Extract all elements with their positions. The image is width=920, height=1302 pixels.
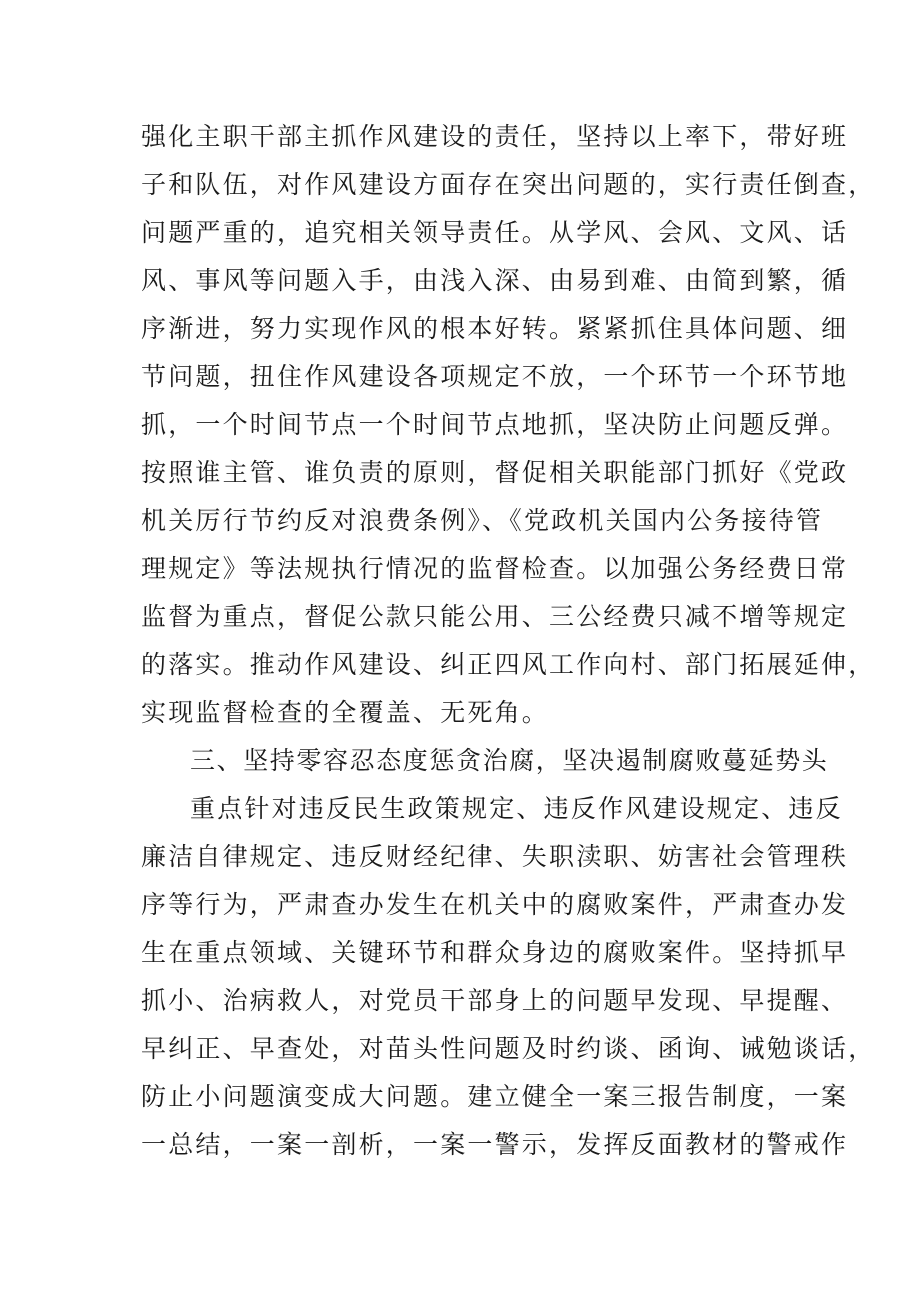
body-text-line: 防止小问题演变成大问题。建立健全一案三报告制度，一案 <box>141 1082 849 1111</box>
body-text-line: 早纠正、早查处，对苗头性问题及时约谈、函询、诫勉谈话， <box>141 1034 876 1063</box>
body-text-line: 强化主职干部主抓作风建设的责任，坚持以上率下，带好班 <box>141 122 849 151</box>
body-text-line: 节问题，扭住作风建设各项规定不放，一个环节一个环节地 <box>141 362 849 391</box>
body-text-line: 序等行为，严肃查办发生在机关中的腐败案件，严肃查办发 <box>141 890 849 919</box>
body-text-line: 廉洁自律规定、违反财经纪律、失职渎职、妨害社会管理秩 <box>141 842 849 871</box>
section-heading: 三、坚持零容忍态度惩贪治腐，坚决遏制腐败蔓延势头 <box>190 746 829 775</box>
body-text-line: 抓，一个时间节点一个时间节点地抓，坚决防止问题反弹。 <box>141 410 849 439</box>
body-text-line: 一总结，一案一剖析，一案一警示，发挥反面教材的警戒作 <box>141 1130 849 1159</box>
body-text-line: 抓小、治病救人，对党员干部身上的问题早发现、早提醒、 <box>141 986 849 1015</box>
body-text-line: 风、事风等问题入手，由浅入深、由易到难、由简到繁，循 <box>141 266 849 295</box>
body-text-line: 子和队伍，对作风建设方面存在突出问题的，实行责任倒查， <box>141 170 876 199</box>
body-text-line: 理规定》等法规执行情况的监督检查。以加强公务经费日常 <box>141 554 849 583</box>
body-text-line: 问题严重的，追究相关领导责任。从学风、会风、文风、话 <box>141 218 849 247</box>
body-text-line: 序渐进，努力实现作风的根本好转。紧紧抓住具体问题、细 <box>141 314 849 343</box>
body-text-line: 机关厉行节约反对浪费条例》、《党政机关国内公务接待管 <box>141 506 824 535</box>
body-text-line: 监督为重点，督促公款只能公用、三公经费只减不增等规定 <box>141 602 849 631</box>
body-text-line: 重点针对违反民生政策规定、违反作风建设规定、违反 <box>190 794 843 823</box>
body-text-line: 生在重点领域、关键环节和群众身边的腐败案件。坚持抓早 <box>141 938 849 967</box>
body-text-line: 的落实。推动作风建设、纠正四风工作向村、部门拓展延伸， <box>141 650 876 679</box>
body-text-line: 实现监督检查的全覆盖、无死角。 <box>141 698 550 727</box>
body-text-line: 按照谁主管、谁负责的原则，督促相关职能部门抓好《党政 <box>141 458 849 487</box>
